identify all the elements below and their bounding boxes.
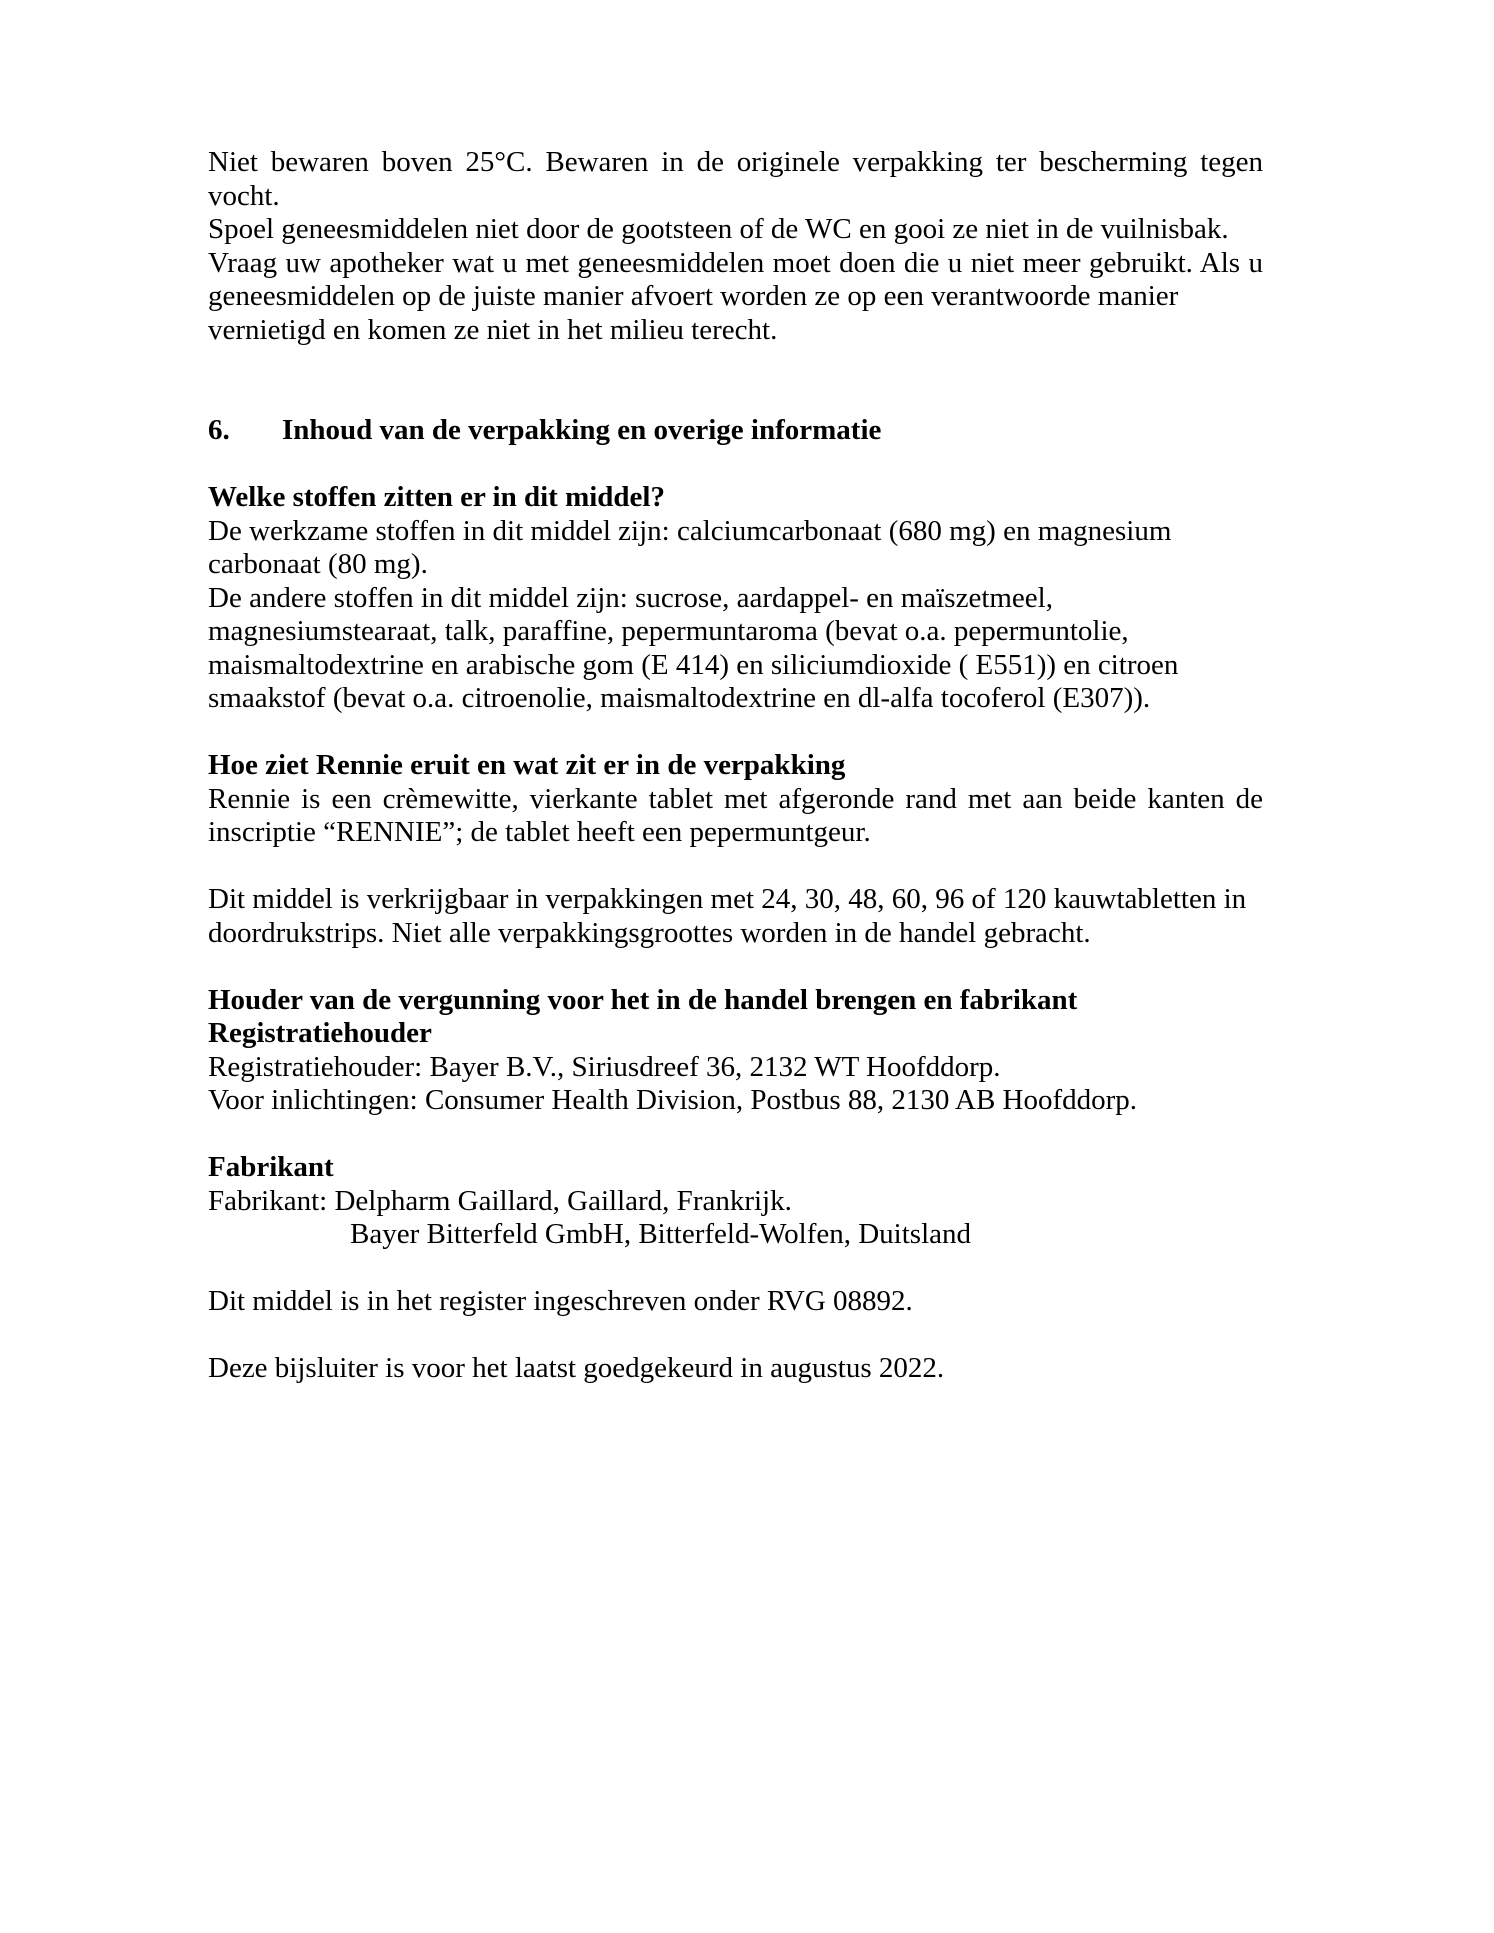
ingredients-heading: Welke stoffen zitten er in dit middel? <box>208 481 665 513</box>
section-6-heading <box>208 414 1263 448</box>
active-ingredients-line: carbonaat (80 mg). <box>208 548 428 580</box>
disposal-instructions-line: geneesmiddelen op de juiste manier afvoert worden ze op een verantwoorde manier <box>208 280 1179 312</box>
other-ingredients-line: maismaltodextrine en arabische gom (E 414) en siliciumdioxide ( E551)) en citroen <box>208 648 1179 681</box>
appearance-line: Rennie is een crèmewitte, vierkante tablet met afgeronde rand met aan beide kanten de <box>208 782 1263 815</box>
register-number-line: Dit middel is in het register ingeschreven onder RVG 08892. <box>208 1285 913 1317</box>
appearance-heading: Hoe ziet Rennie eruit en wat zit er in de verpakking <box>208 749 846 781</box>
section-6-number: 6. <box>208 414 230 446</box>
other-ingredients-line: De andere stoffen in dit middel zijn: sucrose, aardappel- en maïszetmeel, <box>208 581 1053 614</box>
contact-line: Voor inlichtingen: Consumer Health Division, Postbus 88, 2130 AB Hoofddorp. <box>208 1084 1138 1116</box>
other-ingredients-line: smaakstof (bevat o.a. citroenolie, maismaltodextrine en dl-alfa tocoferol (E307)). <box>208 682 1151 714</box>
pack-sizes-line: Dit middel is verkrijgbaar in verpakkingen met 24, 30, 48, 60, 96 of 120 kauwtabletten in <box>208 883 1247 915</box>
blank-line <box>208 850 1263 884</box>
active-ingredients-line: De werkzame stoffen in dit middel zijn: calciumcarbonaat (680 mg) en magnesium <box>208 514 1172 547</box>
storage-instructions-line: vocht. <box>208 179 280 212</box>
blank-line <box>208 347 1263 381</box>
disposal-instructions-line: vernietigd en komen ze niet in het milieu terecht. <box>208 313 778 346</box>
leaflet-text-block <box>208 146 1263 1386</box>
disposal-instructions-line: Vraag uw apotheker wat u met geneesmiddelen moet doen die u niet meer gebruikt. Als u <box>208 246 1263 279</box>
blank-line <box>208 1252 1263 1286</box>
blank-line <box>208 1118 1263 1152</box>
manufacturer-line-2: Bayer Bitterfeld GmbH, Bitterfeld-Wolfen, Duitsland <box>350 1218 972 1250</box>
appearance-line: inscriptie “RENNIE”; de tablet heeft een pepermuntgeur. <box>208 816 871 848</box>
registration-holder-line: Registratiehouder: Bayer B.V., Siriusdreef 36, 2132 WT Hoofddorp. <box>208 1050 1001 1083</box>
registration-holder-subheading: Registratiehouder <box>208 1017 432 1049</box>
manufacturer-line: Fabrikant: Delpharm Gaillard, Gaillard, Frankrijk. <box>208 1184 792 1217</box>
storage-instructions-line: Niet bewaren boven 25°C. Bewaren in de originele verpakking ter bescherming tegen <box>208 146 1263 178</box>
section-6-title: Inhoud van de verpakking en overige informatie <box>282 414 882 446</box>
disposal-instructions-line: Spoel geneesmiddelen niet door de gootsteen of de WC en gooi ze niet in de vuilnisbak. <box>208 213 1229 245</box>
approval-date-line: Deze bijsluiter is voor het laatst goedgekeurd in augustus 2022. <box>208 1352 945 1384</box>
blank-line <box>208 950 1263 984</box>
other-ingredients-line: magnesiumstearaat, talk, paraffine, pepermuntaroma (bevat o.a. pepermuntolie, <box>208 615 1129 647</box>
blank-line <box>208 381 1263 415</box>
holder-heading: Houder van de vergunning voor het in de handel brengen en fabrikant <box>208 983 1078 1016</box>
blank-line <box>208 716 1263 750</box>
blank-line <box>208 448 1263 482</box>
blank-line <box>208 1319 1263 1353</box>
pack-sizes-line: doordrukstrips. Niet alle verpakkingsgroottes worden in de handel gebracht. <box>208 916 1091 949</box>
manufacturer-heading: Fabrikant <box>208 1151 334 1183</box>
